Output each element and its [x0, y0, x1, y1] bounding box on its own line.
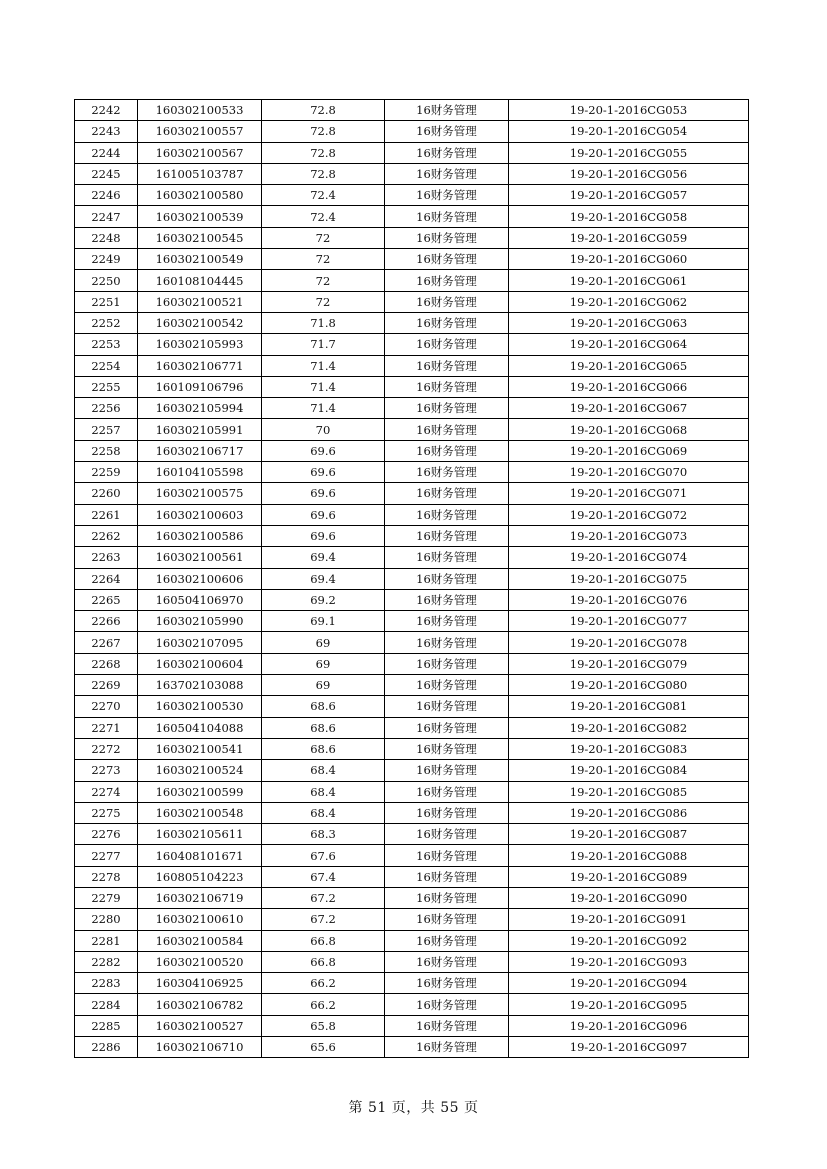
table-row — [75, 419, 749, 440]
table-row — [75, 1015, 749, 1036]
score-cell: 67.4 — [262, 866, 385, 887]
score-table — [74, 99, 749, 1058]
certificate-code-cell: 19-20-1-2016CG083 — [509, 738, 749, 759]
student-id-cell: 160302105993 — [138, 334, 262, 355]
certificate-code-cell: 19-20-1-2016CG068 — [509, 419, 749, 440]
table-row — [75, 675, 749, 696]
class-cell: 16财务管理 — [385, 1037, 509, 1058]
score-cell: 72.8 — [262, 163, 385, 184]
class-cell: 16财务管理 — [385, 206, 509, 227]
score-cell: 71.8 — [262, 312, 385, 333]
score-cell: 65.8 — [262, 1015, 385, 1036]
class-cell: 16财务管理 — [385, 440, 509, 461]
row-index-cell: 2281 — [75, 930, 138, 951]
score-cell: 66.2 — [262, 973, 385, 994]
table-row — [75, 781, 749, 802]
certificate-code-cell: 19-20-1-2016CG071 — [509, 483, 749, 504]
row-index-cell: 2265 — [75, 589, 138, 610]
score-cell: 69.4 — [262, 568, 385, 589]
score-cell: 69.1 — [262, 611, 385, 632]
table-row — [75, 589, 749, 610]
table-row — [75, 611, 749, 632]
certificate-code-cell: 19-20-1-2016CG073 — [509, 525, 749, 546]
table-row — [75, 1037, 749, 1058]
student-id-cell: 160302100520 — [138, 951, 262, 972]
certificate-code-cell: 19-20-1-2016CG070 — [509, 462, 749, 483]
score-cell: 69.6 — [262, 504, 385, 525]
table-row — [75, 547, 749, 568]
table-row — [75, 291, 749, 312]
student-id-cell: 160302100575 — [138, 483, 262, 504]
score-cell: 70 — [262, 419, 385, 440]
class-cell: 16财务管理 — [385, 547, 509, 568]
table-row — [75, 121, 749, 142]
row-index-cell: 2254 — [75, 355, 138, 376]
table-row — [75, 334, 749, 355]
row-index-cell: 2270 — [75, 696, 138, 717]
certificate-code-cell: 19-20-1-2016CG077 — [509, 611, 749, 632]
table-row — [75, 504, 749, 525]
student-id-cell: 160302106719 — [138, 887, 262, 908]
certificate-code-cell: 19-20-1-2016CG087 — [509, 824, 749, 845]
certificate-code-cell: 19-20-1-2016CG060 — [509, 249, 749, 270]
class-cell: 16财务管理 — [385, 312, 509, 333]
student-id-cell: 160302100530 — [138, 696, 262, 717]
class-cell: 16财务管理 — [385, 675, 509, 696]
score-cell: 66.8 — [262, 930, 385, 951]
table-row — [75, 249, 749, 270]
student-id-cell: 160805104223 — [138, 866, 262, 887]
certificate-code-cell: 19-20-1-2016CG085 — [509, 781, 749, 802]
class-cell: 16财务管理 — [385, 802, 509, 823]
table-row — [75, 355, 749, 376]
class-cell: 16财务管理 — [385, 866, 509, 887]
class-cell: 16财务管理 — [385, 525, 509, 546]
score-cell: 71.4 — [262, 355, 385, 376]
table-row — [75, 163, 749, 184]
table-row — [75, 462, 749, 483]
certificate-code-cell: 19-20-1-2016CG082 — [509, 717, 749, 738]
class-cell: 16财务管理 — [385, 100, 509, 121]
certificate-code-cell: 19-20-1-2016CG065 — [509, 355, 749, 376]
class-cell: 16财务管理 — [385, 163, 509, 184]
class-cell: 16财务管理 — [385, 249, 509, 270]
score-cell: 65.6 — [262, 1037, 385, 1058]
row-index-cell: 2257 — [75, 419, 138, 440]
certificate-code-cell: 19-20-1-2016CG075 — [509, 568, 749, 589]
score-cell: 72 — [262, 270, 385, 291]
table-row — [75, 909, 749, 930]
student-id-cell: 160302100584 — [138, 930, 262, 951]
row-index-cell: 2282 — [75, 951, 138, 972]
score-cell: 72.8 — [262, 121, 385, 142]
score-cell: 69.6 — [262, 483, 385, 504]
table-row — [75, 760, 749, 781]
row-index-cell: 2260 — [75, 483, 138, 504]
row-index-cell: 2286 — [75, 1037, 138, 1058]
certificate-code-cell: 19-20-1-2016CG067 — [509, 398, 749, 419]
row-index-cell: 2245 — [75, 163, 138, 184]
class-cell: 16财务管理 — [385, 611, 509, 632]
student-id-cell: 163702103088 — [138, 675, 262, 696]
row-index-cell: 2261 — [75, 504, 138, 525]
certificate-code-cell: 19-20-1-2016CG081 — [509, 696, 749, 717]
student-id-cell: 160302100524 — [138, 760, 262, 781]
table-row — [75, 312, 749, 333]
class-cell: 16财务管理 — [385, 398, 509, 419]
row-index-cell: 2249 — [75, 249, 138, 270]
certificate-code-cell: 19-20-1-2016CG069 — [509, 440, 749, 461]
table-row — [75, 100, 749, 121]
row-index-cell: 2252 — [75, 312, 138, 333]
score-cell: 67.6 — [262, 845, 385, 866]
score-cell: 72.4 — [262, 185, 385, 206]
certificate-code-cell: 19-20-1-2016CG096 — [509, 1015, 749, 1036]
student-id-cell: 160408101671 — [138, 845, 262, 866]
student-id-cell: 160504106970 — [138, 589, 262, 610]
student-id-cell: 160302100606 — [138, 568, 262, 589]
row-index-cell: 2244 — [75, 142, 138, 163]
row-index-cell: 2266 — [75, 611, 138, 632]
row-index-cell: 2268 — [75, 653, 138, 674]
score-cell: 66.8 — [262, 951, 385, 972]
page-footer — [0, 1097, 827, 1117]
class-cell: 16财务管理 — [385, 845, 509, 866]
table-row — [75, 887, 749, 908]
student-id-cell: 160108104445 — [138, 270, 262, 291]
score-cell: 67.2 — [262, 909, 385, 930]
certificate-code-cell: 19-20-1-2016CG084 — [509, 760, 749, 781]
class-cell: 16财务管理 — [385, 887, 509, 908]
score-cell: 69 — [262, 675, 385, 696]
table-row — [75, 227, 749, 248]
table-row — [75, 653, 749, 674]
student-id-cell: 161005103787 — [138, 163, 262, 184]
table-row — [75, 270, 749, 291]
score-cell: 67.2 — [262, 887, 385, 908]
score-cell: 72 — [262, 249, 385, 270]
certificate-code-cell: 19-20-1-2016CG093 — [509, 951, 749, 972]
row-index-cell: 2255 — [75, 376, 138, 397]
table-row — [75, 802, 749, 823]
row-index-cell: 2267 — [75, 632, 138, 653]
page-number-text: 第 51 页，共 55 页 — [348, 1100, 479, 1116]
student-id-cell: 160302106771 — [138, 355, 262, 376]
row-index-cell: 2253 — [75, 334, 138, 355]
class-cell: 16财务管理 — [385, 909, 509, 930]
row-index-cell: 2285 — [75, 1015, 138, 1036]
certificate-code-cell: 19-20-1-2016CG090 — [509, 887, 749, 908]
certificate-code-cell: 19-20-1-2016CG059 — [509, 227, 749, 248]
class-cell: 16财务管理 — [385, 355, 509, 376]
student-id-cell: 160302100586 — [138, 525, 262, 546]
row-index-cell: 2251 — [75, 291, 138, 312]
class-cell: 16财务管理 — [385, 951, 509, 972]
student-id-cell: 160302100549 — [138, 249, 262, 270]
table-row — [75, 994, 749, 1015]
class-cell: 16财务管理 — [385, 376, 509, 397]
row-index-cell: 2283 — [75, 973, 138, 994]
table-row — [75, 824, 749, 845]
student-id-cell: 160302106717 — [138, 440, 262, 461]
student-id-cell: 160302100542 — [138, 312, 262, 333]
table-row — [75, 142, 749, 163]
class-cell: 16财务管理 — [385, 632, 509, 653]
student-id-cell: 160302106782 — [138, 994, 262, 1015]
student-id-cell: 160302100533 — [138, 100, 262, 121]
score-cell: 68.6 — [262, 717, 385, 738]
certificate-code-cell: 19-20-1-2016CG094 — [509, 973, 749, 994]
class-cell: 16财务管理 — [385, 185, 509, 206]
class-cell: 16财务管理 — [385, 653, 509, 674]
row-index-cell: 2263 — [75, 547, 138, 568]
certificate-code-cell: 19-20-1-2016CG088 — [509, 845, 749, 866]
row-index-cell: 2247 — [75, 206, 138, 227]
certificate-code-cell: 19-20-1-2016CG080 — [509, 675, 749, 696]
score-cell: 69.6 — [262, 525, 385, 546]
score-cell: 72.8 — [262, 100, 385, 121]
score-cell: 69.6 — [262, 440, 385, 461]
row-index-cell: 2276 — [75, 824, 138, 845]
row-index-cell: 2284 — [75, 994, 138, 1015]
certificate-code-cell: 19-20-1-2016CG092 — [509, 930, 749, 951]
class-cell: 16财务管理 — [385, 738, 509, 759]
table-row — [75, 951, 749, 972]
class-cell: 16财务管理 — [385, 121, 509, 142]
row-index-cell: 2264 — [75, 568, 138, 589]
student-id-cell: 160302105994 — [138, 398, 262, 419]
student-id-cell: 160302100561 — [138, 547, 262, 568]
student-id-cell: 160302100599 — [138, 781, 262, 802]
class-cell: 16财务管理 — [385, 696, 509, 717]
table-row — [75, 973, 749, 994]
row-index-cell: 2262 — [75, 525, 138, 546]
row-index-cell: 2280 — [75, 909, 138, 930]
score-cell: 69.6 — [262, 462, 385, 483]
score-cell: 68.4 — [262, 802, 385, 823]
class-cell: 16财务管理 — [385, 462, 509, 483]
class-cell: 16财务管理 — [385, 504, 509, 525]
row-index-cell: 2279 — [75, 887, 138, 908]
student-id-cell: 160302100527 — [138, 1015, 262, 1036]
certificate-code-cell: 19-20-1-2016CG053 — [509, 100, 749, 121]
class-cell: 16财务管理 — [385, 334, 509, 355]
class-cell: 16财务管理 — [385, 483, 509, 504]
class-cell: 16财务管理 — [385, 994, 509, 1015]
student-id-cell: 160302100557 — [138, 121, 262, 142]
table-row — [75, 632, 749, 653]
class-cell: 16财务管理 — [385, 781, 509, 802]
score-cell: 68.4 — [262, 781, 385, 802]
class-cell: 16财务管理 — [385, 1015, 509, 1036]
class-cell: 16财务管理 — [385, 930, 509, 951]
row-index-cell: 2250 — [75, 270, 138, 291]
student-id-cell: 160302106710 — [138, 1037, 262, 1058]
score-cell: 69.2 — [262, 589, 385, 610]
class-cell: 16财务管理 — [385, 568, 509, 589]
certificate-code-cell: 19-20-1-2016CG079 — [509, 653, 749, 674]
certificate-code-cell: 19-20-1-2016CG089 — [509, 866, 749, 887]
class-cell: 16财务管理 — [385, 142, 509, 163]
student-id-cell: 160302107095 — [138, 632, 262, 653]
student-id-cell: 160302100610 — [138, 909, 262, 930]
class-cell: 16财务管理 — [385, 760, 509, 781]
table-row — [75, 440, 749, 461]
row-index-cell: 2248 — [75, 227, 138, 248]
row-index-cell: 2256 — [75, 398, 138, 419]
certificate-code-cell: 19-20-1-2016CG063 — [509, 312, 749, 333]
score-cell: 72.8 — [262, 142, 385, 163]
certificate-code-cell: 19-20-1-2016CG062 — [509, 291, 749, 312]
row-index-cell: 2272 — [75, 738, 138, 759]
class-cell: 16财务管理 — [385, 291, 509, 312]
score-cell: 71.4 — [262, 376, 385, 397]
class-cell: 16财务管理 — [385, 589, 509, 610]
certificate-code-cell: 19-20-1-2016CG076 — [509, 589, 749, 610]
score-cell: 71.4 — [262, 398, 385, 419]
class-cell: 16财务管理 — [385, 270, 509, 291]
score-cell: 68.3 — [262, 824, 385, 845]
row-index-cell: 2269 — [75, 675, 138, 696]
class-cell: 16财务管理 — [385, 717, 509, 738]
table-row — [75, 206, 749, 227]
certificate-code-cell: 19-20-1-2016CG061 — [509, 270, 749, 291]
score-cell: 69 — [262, 632, 385, 653]
score-cell: 69 — [262, 653, 385, 674]
student-id-cell: 160302100548 — [138, 802, 262, 823]
score-table-body — [75, 100, 749, 1058]
class-cell: 16财务管理 — [385, 419, 509, 440]
row-index-cell: 2242 — [75, 100, 138, 121]
student-id-cell: 160302100580 — [138, 185, 262, 206]
certificate-code-cell: 19-20-1-2016CG056 — [509, 163, 749, 184]
table-row — [75, 930, 749, 951]
certificate-code-cell: 19-20-1-2016CG086 — [509, 802, 749, 823]
student-id-cell: 160302105990 — [138, 611, 262, 632]
table-row — [75, 398, 749, 419]
certificate-code-cell: 19-20-1-2016CG064 — [509, 334, 749, 355]
row-index-cell: 2278 — [75, 866, 138, 887]
table-row — [75, 568, 749, 589]
score-cell: 72 — [262, 227, 385, 248]
row-index-cell: 2258 — [75, 440, 138, 461]
score-cell: 68.4 — [262, 760, 385, 781]
class-cell: 16财务管理 — [385, 824, 509, 845]
certificate-code-cell: 19-20-1-2016CG097 — [509, 1037, 749, 1058]
certificate-code-cell: 19-20-1-2016CG057 — [509, 185, 749, 206]
student-id-cell: 160504104088 — [138, 717, 262, 738]
table-row — [75, 376, 749, 397]
student-id-cell: 160302100545 — [138, 227, 262, 248]
student-id-cell: 160302100541 — [138, 738, 262, 759]
row-index-cell: 2277 — [75, 845, 138, 866]
table-row — [75, 696, 749, 717]
table-row — [75, 738, 749, 759]
table-row — [75, 866, 749, 887]
student-id-cell: 160302100521 — [138, 291, 262, 312]
certificate-code-cell: 19-20-1-2016CG054 — [509, 121, 749, 142]
table-row — [75, 185, 749, 206]
certificate-code-cell: 19-20-1-2016CG072 — [509, 504, 749, 525]
table-row — [75, 483, 749, 504]
student-id-cell: 160302105991 — [138, 419, 262, 440]
student-id-cell: 160104105598 — [138, 462, 262, 483]
row-index-cell: 2271 — [75, 717, 138, 738]
certificate-code-cell: 19-20-1-2016CG074 — [509, 547, 749, 568]
student-id-cell: 160302100603 — [138, 504, 262, 525]
score-cell: 69.4 — [262, 547, 385, 568]
certificate-code-cell: 19-20-1-2016CG091 — [509, 909, 749, 930]
row-index-cell: 2274 — [75, 781, 138, 802]
class-cell: 16财务管理 — [385, 227, 509, 248]
score-cell: 66.2 — [262, 994, 385, 1015]
score-cell: 71.7 — [262, 334, 385, 355]
score-cell: 68.6 — [262, 696, 385, 717]
score-cell: 72.4 — [262, 206, 385, 227]
certificate-code-cell: 19-20-1-2016CG095 — [509, 994, 749, 1015]
score-cell: 72 — [262, 291, 385, 312]
row-index-cell: 2275 — [75, 802, 138, 823]
table-row — [75, 525, 749, 546]
student-id-cell: 160302100539 — [138, 206, 262, 227]
row-index-cell: 2243 — [75, 121, 138, 142]
certificate-code-cell: 19-20-1-2016CG078 — [509, 632, 749, 653]
row-index-cell: 2259 — [75, 462, 138, 483]
certificate-code-cell: 19-20-1-2016CG055 — [509, 142, 749, 163]
student-id-cell: 160302100567 — [138, 142, 262, 163]
student-id-cell: 160109106796 — [138, 376, 262, 397]
certificate-code-cell: 19-20-1-2016CG066 — [509, 376, 749, 397]
certificate-code-cell: 19-20-1-2016CG058 — [509, 206, 749, 227]
row-index-cell: 2273 — [75, 760, 138, 781]
student-id-cell: 160304106925 — [138, 973, 262, 994]
row-index-cell: 2246 — [75, 185, 138, 206]
table-row — [75, 845, 749, 866]
class-cell: 16财务管理 — [385, 973, 509, 994]
student-id-cell: 160302105611 — [138, 824, 262, 845]
student-id-cell: 160302100604 — [138, 653, 262, 674]
table-row — [75, 717, 749, 738]
score-cell: 68.6 — [262, 738, 385, 759]
